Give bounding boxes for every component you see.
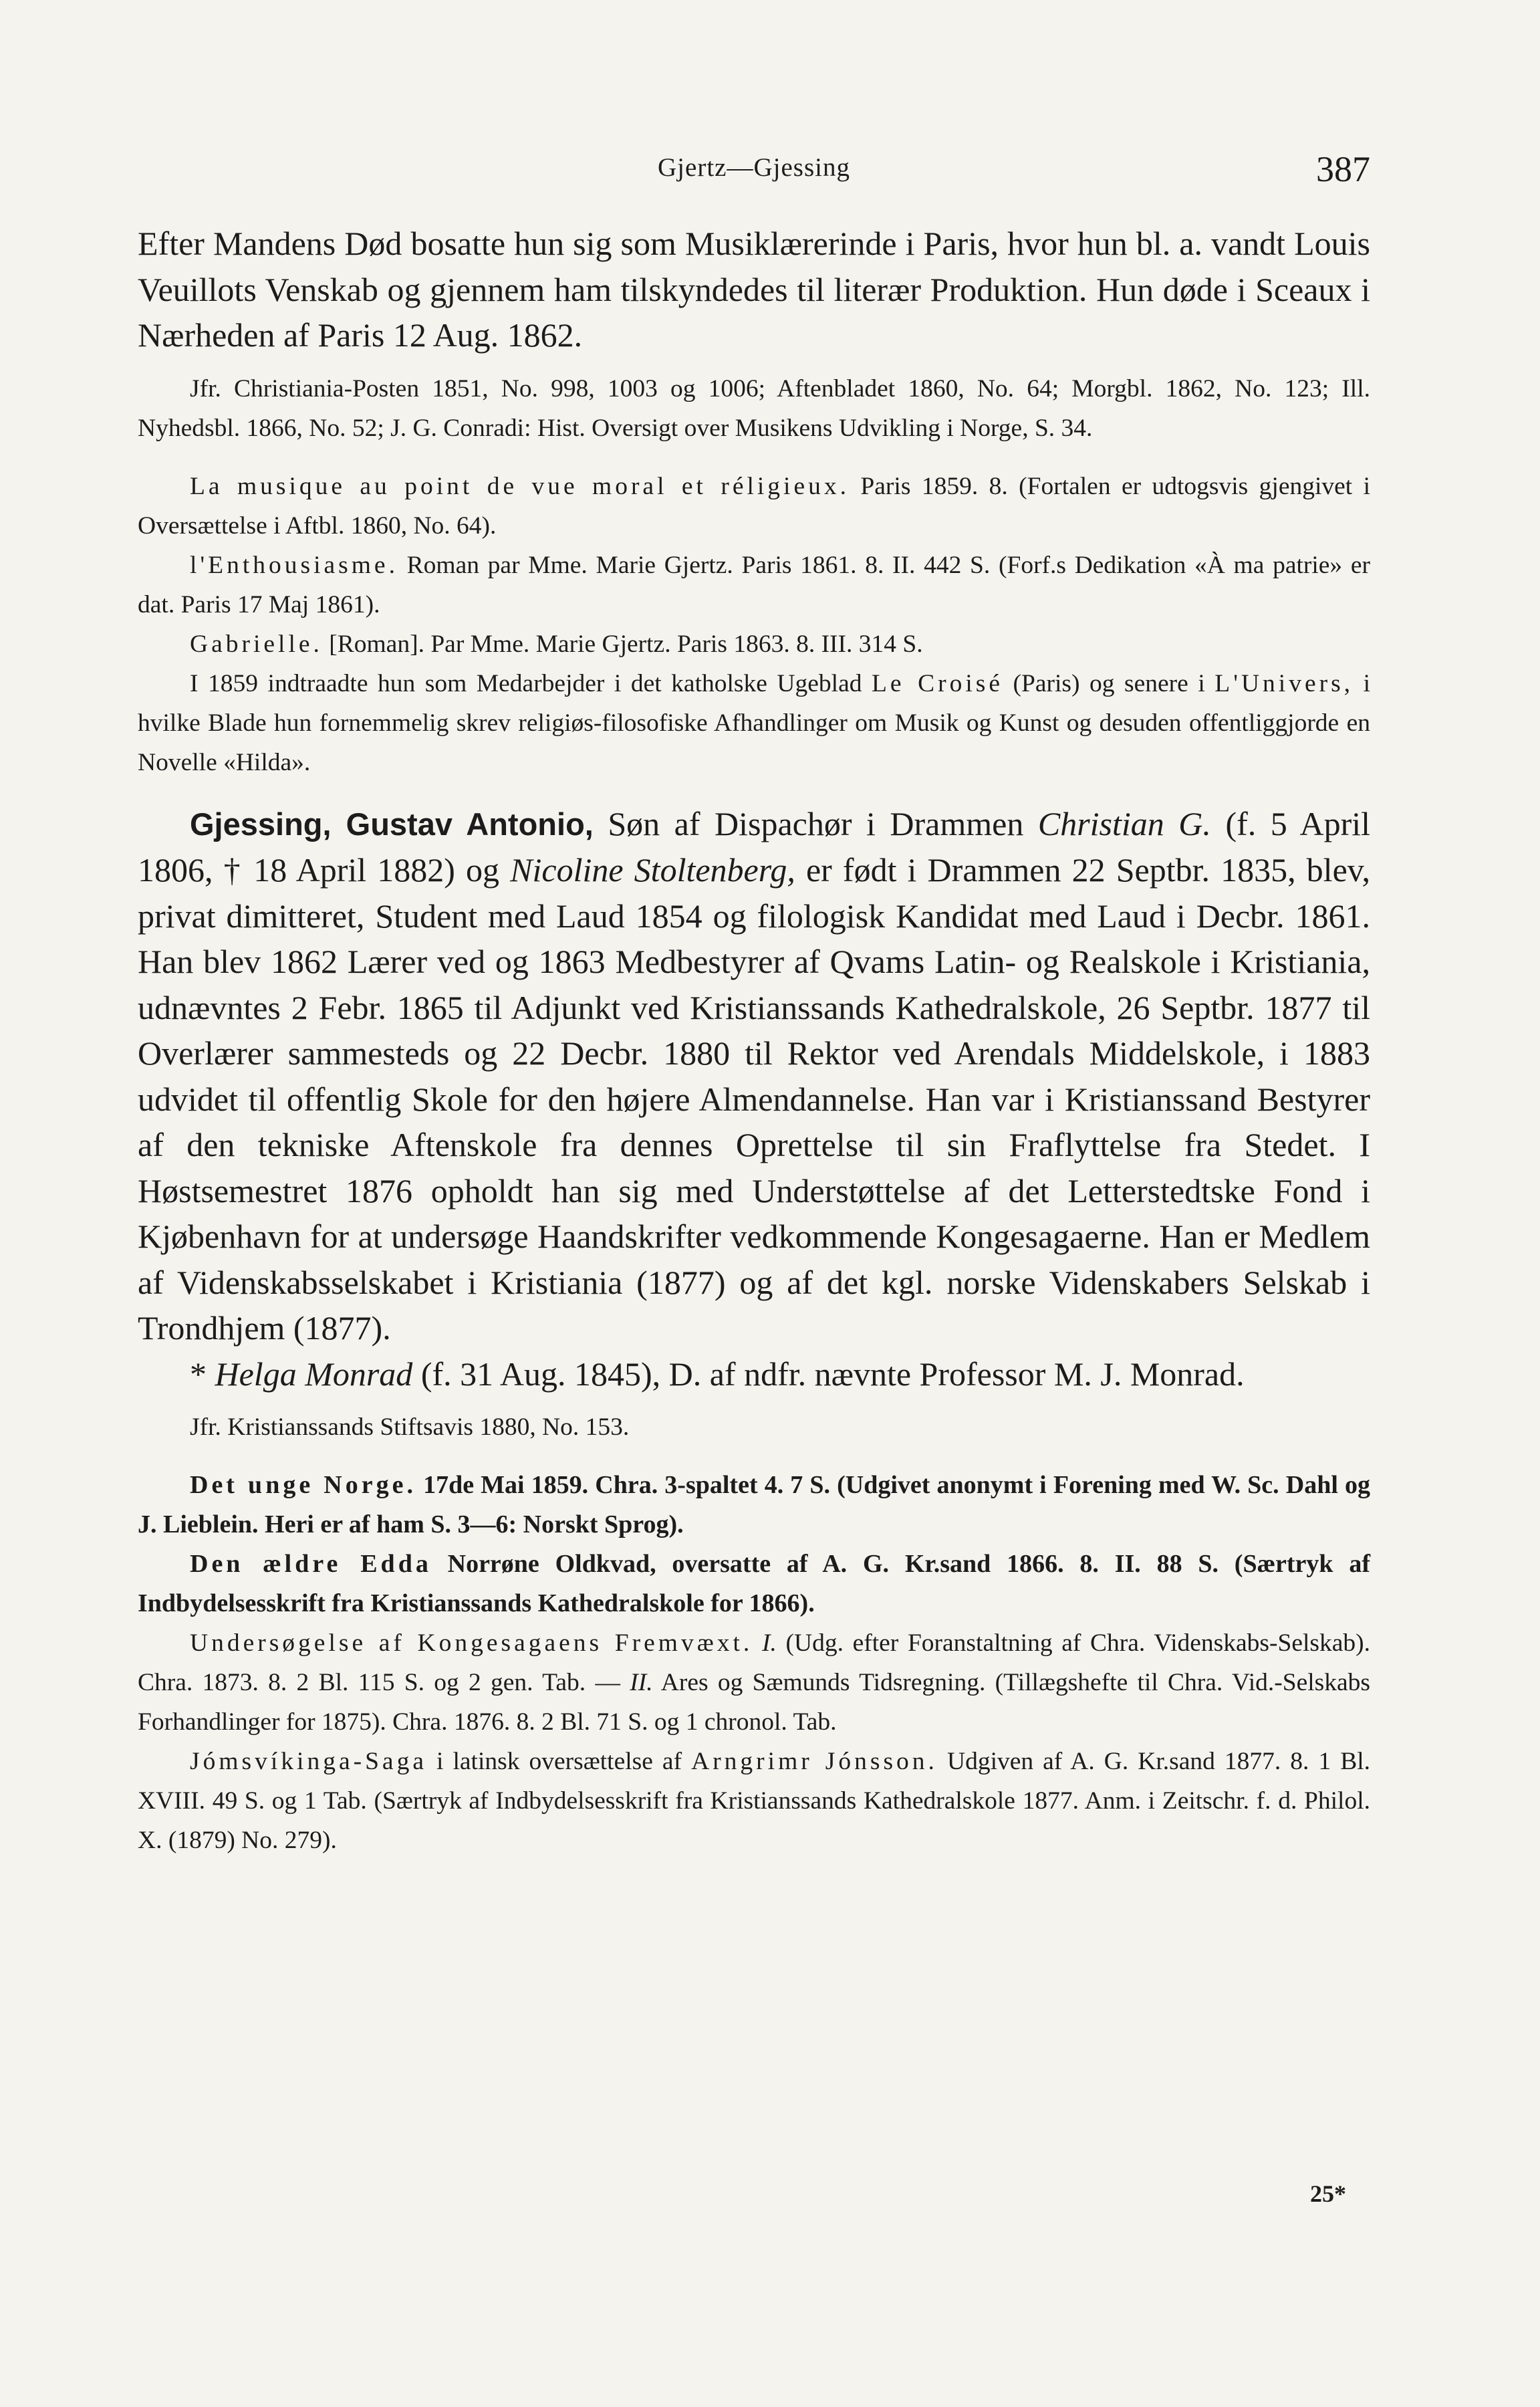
journal-univers: L'Univers,: [1214, 669, 1354, 697]
gjessing-heading: Gjessing, Gustav Antonio,: [190, 806, 594, 842]
gjertz-work-3-details: [Roman]. Par Mme. Marie Gjertz. Paris 1863. 8. III. 314 S.: [329, 630, 923, 658]
wife-name: Helga Monrad: [215, 1355, 413, 1393]
father-name: Christian G.: [1037, 804, 1211, 842]
gjessing-work-1: [138, 1466, 1370, 1544]
gjertz-work-3-title: Gabrielle.: [190, 630, 323, 658]
gjessing-wife: * Helga Monrad (f. 31 Aug. 1845), D. af ndfr. nævnte Professor M. J. Monrad.: [190, 1355, 1245, 1393]
gjertz-work-2: [138, 546, 1370, 624]
running-head: [138, 148, 1370, 189]
signature-mark: 25*: [1310, 2180, 1346, 2207]
gjessing-work-2-title: Den ældre Edda: [190, 1550, 432, 1578]
translator-name: Arngrimr Jónsson.: [691, 1748, 938, 1775]
running-title: Gjertz—Gjessing: [658, 153, 850, 182]
gjertz-paragraph: Efter Mandens Død bosatte hun sig som Musiklærerinde i Paris, hvor hun bl. a. vandt Louis Veuillots Venskab og gjennem ham tilskyndedes til literær Produktion. Hun døde i Sceaux i Nærheden af Paris 12 Aug. 1862.: [138, 225, 1370, 354]
gjessing-work-2: [138, 1544, 1370, 1623]
gjessing-work-4: Jómsvíkinga-Saga i latinsk oversættelse af Arngrimr Jónsson. Udgiven af A. G. Kr.sand 1877. 8. 1 Bl. XVIII. 49 S. og 1 Tab. (Særtryk af Indbydelsesskrift fra Kristianssands Kathedralskole 1877. Anm. i Zeitschr. f. d. Philol. X. (1879) No. 279).: [138, 1748, 1371, 1854]
gjessing-work-4-title: Jómsvíkinga-Saga: [190, 1748, 427, 1775]
gjertz-work-1: [138, 467, 1370, 546]
gjertz-references: Jfr. Christiania-Posten 1851, No. 998, 1003 og 1006; Aftenbladet 1860, No. 64; Morgbl. 1862, No. 123; Ill. Nyhedsbl. 1866, No. 52; J. G. Conradi: Hist. Oversigt over Musikens Udvikling i Norge, S. 34.: [138, 374, 1370, 442]
mother-name: Nicoline Stoltenberg,: [510, 851, 795, 889]
page-body: [138, 221, 1370, 1860]
gjertz-work-2-details: Roman par Mme. Marie Gjertz. Paris 1861. 8. II. 442 S. (Forf.s Dedikation «À ma patrie» er dat. Paris 17 Maj 1861).: [138, 551, 1371, 618]
page-number: 387: [1316, 149, 1370, 189]
gjessing-work-1-details: 17de Mai 1859. Chra. 3-spaltet 4. 7 S. (Udgivet anonymt i Forening med W. Sc. Dahl og J. Lieblein. Heri er af ham S. 3—6: Norskt Sprog).: [138, 1471, 1370, 1538]
gjertz-work-2-title: l'Enthousiasme.: [190, 551, 398, 579]
journal-le-croise: Le Croisé: [872, 669, 1003, 697]
gjessing-work-3: Undersøgelse af Kongesagaens Fremvæxt. I. (Udg. efter Foranstaltning af Chra. Videnskabs-Selskab). Chra. 1873. 8. 2 Bl. 115 S. og 2 gen. Tab. — II. Ares og Sæmunds Tidsregning. (Tillægshefte til Chra. Vid.-Selskabs Forhandlinger for 1875). Chra. 1876. 8. 2 Bl. 71 S. og 1 chronol. Tab.: [138, 1629, 1371, 1736]
gjessing-work-2-details: Norrøne Oldkvad, oversatte af A. G. Kr.sand 1866. 8. II. 88 S. (Særtryk af Indbydelsesskrift fra Kristianssands Kathedralskole for 1866).: [138, 1550, 1370, 1617]
gjertz-work-1-title: La musique au point de vue moral et réligieux.: [190, 472, 850, 500]
gjessing-work-3-title: Undersøgelse af Kongesagaens Fremvæxt.: [190, 1629, 753, 1657]
gjertz-note: I 1859 indtraadte hun som Medarbejder i det katholske Ugeblad Le Croisé (Paris) og senere i L'Univers, i hvilke Blade hun fornemmelig skrev religiøs-filosofiske Afhandlinger om Musik og Kunst og desuden offentliggjorde en Novelle «Hilda».: [138, 669, 1371, 776]
gjessing-references: Jfr. Kristianssands Stiftsavis 1880, No. 153.: [190, 1413, 630, 1441]
gjessing-biography: Gjessing, Gustav Antonio, Søn af Dispachør i Drammen Christian G. (f. 5 April 1806, † 18 April 1882) og Nicoline Stoltenberg, er født i Drammen 22 Septbr. 1835, blev, privat dimitteret, Student med Laud 1854 og filologisk Kandidat med Laud i Decbr. 1861. Han blev 1862 Lærer ved og 1863 Medbestyrer af Qvams Latin- og Realskole i Kristiania, udnævntes 2 Febr. 1865 til Adjunkt ved Kristianssands Kathedralskole, 26 Septbr. 1877 til Overlærer sammesteds og 22 Decbr. 1880 til Rektor ved Arendals Middelskole, i 1883 udvidet til offentlig Skole for den højere Almendannelse. Han var i Kristianssand Bestyrer af den tekniske Aftenskole fra dennes Oprettelse til sin Fraflyttelse fra Stedet. I Høstsemestret 1876 opholdt han sig med Understøttelse af det Letterstedtske Fond i Kjøbenhavn for at undersøge Haandskrifter vedkommende Kongesagaerne. Han er Medlem af Videnskabsselskabet i Kristiania (1877) og af det kgl. norske Videnskabers Selskab i Trondhjem (1877).: [138, 804, 1371, 1347]
gjertz-work-1-details: Paris 1859. 8. (Fortalen er udtogsvis gjengivet i Oversættelse i Aftbl. 1860, No. 64).: [138, 472, 1371, 540]
gjessing-work-1-title: Det unge Norge.: [190, 1471, 416, 1499]
gjertz-work-3: [138, 624, 1370, 664]
